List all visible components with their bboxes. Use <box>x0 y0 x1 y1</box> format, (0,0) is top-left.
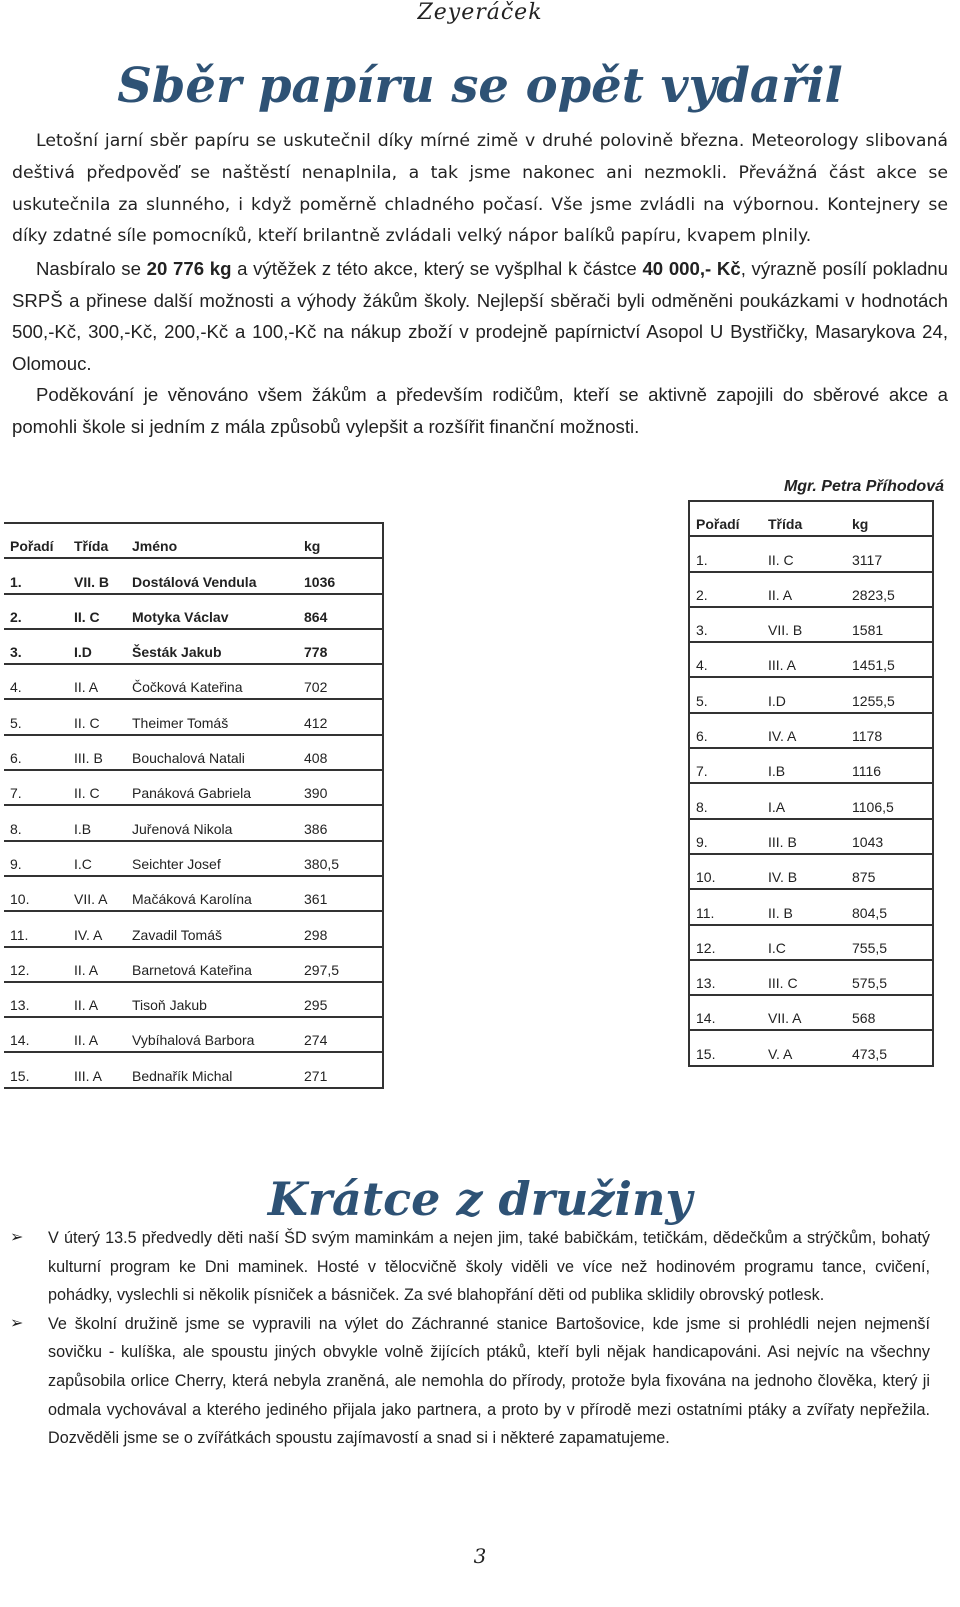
table-cell: IV. B <box>762 854 846 889</box>
table-row <box>4 629 383 664</box>
table-cell: 298 <box>298 911 383 946</box>
table-cell: 412 <box>298 699 383 734</box>
table-cell: 4. <box>4 664 68 699</box>
table-header-cell: Třída <box>68 523 126 558</box>
table-cell: V. A <box>762 1030 846 1065</box>
table-row <box>4 558 383 593</box>
table-cell: I.A <box>762 783 846 818</box>
table-row <box>689 642 933 677</box>
table-cell: 297,5 <box>298 947 383 982</box>
table-cell: I.D <box>68 629 126 664</box>
table-cell: 702 <box>298 664 383 699</box>
table-cell: 5. <box>4 699 68 734</box>
table-row <box>689 677 933 712</box>
table-row <box>689 1030 933 1065</box>
table-cell: 274 <box>298 1017 383 1052</box>
table-cell: Mačáková Karolína <box>126 876 298 911</box>
table-cell: VII. B <box>762 607 846 642</box>
page-number: 3 <box>473 1544 487 1568</box>
table-cell: III. A <box>762 642 846 677</box>
table-header-cell: kg <box>846 501 933 536</box>
table-cell: Bednařík Michal <box>126 1052 298 1087</box>
druzina-title: Krátce z družiny <box>267 1172 693 1226</box>
table-row <box>689 925 933 960</box>
table-cell: 7. <box>689 748 762 783</box>
table-cell: 778 <box>298 629 383 664</box>
table-row <box>689 960 933 995</box>
table-cell: I.D <box>762 677 846 712</box>
table-cell: Čočková Kateřina <box>126 664 298 699</box>
table-cell: I.C <box>68 841 126 876</box>
table-cell: I.B <box>762 748 846 783</box>
table-cell: 295 <box>298 982 383 1017</box>
table-cell: II. A <box>68 982 126 1017</box>
table-cell: 11. <box>4 911 68 946</box>
table-cell: 1106,5 <box>846 783 933 818</box>
table-cell: 12. <box>689 925 762 960</box>
table-cell: II. A <box>68 1017 126 1052</box>
table-row <box>689 819 933 854</box>
table-cell: III. C <box>762 960 846 995</box>
table-cell: 3. <box>4 629 68 664</box>
table-header-row <box>689 501 933 536</box>
table-row <box>689 713 933 748</box>
table-cell: III. B <box>68 735 126 770</box>
table-cell: I.B <box>68 805 126 840</box>
table-cell: 2. <box>689 572 762 607</box>
table-row <box>689 572 933 607</box>
table-row <box>4 805 383 840</box>
list-item <box>10 1224 930 1310</box>
table-cell: 11. <box>689 889 762 924</box>
table-header-cell: kg <box>298 523 383 558</box>
table-row <box>689 995 933 1030</box>
table-cell: II. C <box>68 699 126 734</box>
table-cell: II. C <box>68 594 126 629</box>
table-cell: 2823,5 <box>846 572 933 607</box>
table-row <box>4 947 383 982</box>
table-cell: 10. <box>689 854 762 889</box>
table-cell: VII. A <box>68 876 126 911</box>
table-cell: 1043 <box>846 819 933 854</box>
total-weight: 20 776 kg <box>146 258 232 280</box>
arrow-bullet-icon: ➢ <box>10 1229 24 1246</box>
text-span: , výrazně posílí pokladnu SRPŠ a přinese další možnosti a výhody žákům školy. Nejlepší sběrači byli odměněni poukázkami v hodnotách 500,-Kč, 300,-Kč, 200,-Kč a 100,-Kč na nákup zboží v prodejně papírnictví Asopol U Bystřičky, Masarykova 24, Olomouc. <box>12 258 948 374</box>
table-cell: 3117 <box>846 536 933 571</box>
table-cell: 10. <box>4 876 68 911</box>
table-row <box>689 748 933 783</box>
table-row <box>689 854 933 889</box>
table-cell: Bouchalová Natali <box>126 735 298 770</box>
table-header-cell: Jméno <box>126 523 298 558</box>
table-cell: 1. <box>689 536 762 571</box>
table-row <box>4 664 383 699</box>
table-row <box>689 889 933 924</box>
table-cell: Zavadil Tomáš <box>126 911 298 946</box>
table-cell: 13. <box>4 982 68 1017</box>
table-cell: Barnetová Kateřina <box>126 947 298 982</box>
table-cell: 575,5 <box>846 960 933 995</box>
table-cell: 875 <box>846 854 933 889</box>
table-cell: 1. <box>4 558 68 593</box>
table-row <box>4 876 383 911</box>
table-cell: Motyka Václav <box>126 594 298 629</box>
table-cell: 15. <box>689 1030 762 1065</box>
list-item-text: V úterý 13.5 předvedly děti naší ŠD svým maminkám a nejen jim, také babičkám, tetičkám, dědečkům a strýčkům, bohatý kulturní program ke Dni maminek. Hosté v tělocvičně školy viděli ve více než hodinovém programu tance, cvičení, pohádky, vyslechli si několik písniček a básniček. Za své blahopřání děti od publika sklidily obrovský potlesk. <box>48 1229 930 1305</box>
table-cell: 755,5 <box>846 925 933 960</box>
table-cell: 473,5 <box>846 1030 933 1065</box>
table-cell: 15. <box>4 1052 68 1087</box>
table-cell: 386 <box>298 805 383 840</box>
table-row <box>4 1052 383 1087</box>
table-cell: Panáková Gabriela <box>126 770 298 805</box>
table-cell: II. A <box>68 664 126 699</box>
total-amount: 40 000,- Kč <box>642 258 741 280</box>
table-cell: 568 <box>846 995 933 1030</box>
article-author: Mgr. Petra Příhodová <box>783 478 944 495</box>
table-cell: Tisoň Jakub <box>126 982 298 1017</box>
table-cell: 6. <box>4 735 68 770</box>
list-item <box>10 1310 930 1453</box>
table-cell: 361 <box>298 876 383 911</box>
table-cell: 271 <box>298 1052 383 1087</box>
text-span: Nasbíralo se <box>36 258 147 280</box>
table-cell: III. B <box>762 819 846 854</box>
table-cell: Dostálová Vendula <box>126 558 298 593</box>
table-row <box>4 770 383 805</box>
list-item-text: Ve školní družině jsme se vypravili na výlet do Záchranné stanice Bartošovice, kde jsme si prohlédli nejen nejmenší sovičku - kulíška, ale spoustu jiných obvykle volně žijících ptáků, kteří byli nějak handicapováni. Asi nejvíc na všechny zapůsobila orlice Cherry, která nebyla zraněná, ale nemohla do přírody, protože byla fixována na jednoho člověka, který ji odmala vychovával a kterého jediného přijala jako partnera, a proto by v přírodě mezi ostatními ptáky a zvířaty nepřežila. Dozvěděli jsme se o zvířátkách spoustu zajímavostí a snad si i některé zapamatujeme. <box>48 1314 930 1448</box>
article-title: Sběr papíru se opět vydařil <box>117 58 843 114</box>
table-cell: 13. <box>689 960 762 995</box>
table-cell: Vybíhalová Barbora <box>126 1017 298 1052</box>
table-cell: 8. <box>689 783 762 818</box>
table-cell: 12. <box>4 947 68 982</box>
table-row <box>4 982 383 1017</box>
table-cell: 1255,5 <box>846 677 933 712</box>
druzina-list <box>10 1224 930 1453</box>
table-header-cell: Pořadí <box>4 523 68 558</box>
table-cell: 1451,5 <box>846 642 933 677</box>
table-cell: 5. <box>689 677 762 712</box>
table-cell: 9. <box>4 841 68 876</box>
table-cell: VII. B <box>68 558 126 593</box>
table-cell: 1116 <box>846 748 933 783</box>
individuals-ranking-table <box>4 522 384 1089</box>
table-cell: Juřenová Nikola <box>126 805 298 840</box>
table-cell: II. A <box>762 572 846 607</box>
table-cell: 7. <box>4 770 68 805</box>
article-paragraph-1: Letošní jarní sběr papíru se uskutečnil díky mírné zimě v druhé polovině března. Meteorology slibovaná deštivá předpověď se naštěstí nenaplnila, a tak jsme nakonec ani nezmokli. Převážná část akce se uskutečnila za slunného, i když poměrně chladného počasí. Vše jsme zvládli na výbornou. Kontejnery se díky zdatné síle pomocníků, kteří brilantně zvládali velký nápor balíků papíru, kvapem plnily. <box>12 131 948 247</box>
table-cell: 1036 <box>298 558 383 593</box>
table-cell: IV. A <box>762 713 846 748</box>
table-cell: II. C <box>762 536 846 571</box>
table-cell: Theimer Tomáš <box>126 699 298 734</box>
classes-ranking-table <box>688 500 934 1067</box>
table-cell: 1581 <box>846 607 933 642</box>
table-cell: III. A <box>68 1052 126 1087</box>
table-cell: 14. <box>689 995 762 1030</box>
table-row <box>4 735 383 770</box>
table-cell: IV. A <box>68 911 126 946</box>
table-cell: II. C <box>68 770 126 805</box>
table-row <box>4 911 383 946</box>
table-cell: 6. <box>689 713 762 748</box>
table-cell: 408 <box>298 735 383 770</box>
text-span: a výtěžek z této akce, který se vyšplhal k částce <box>231 258 643 280</box>
table-header-cell: Pořadí <box>689 501 762 536</box>
table-cell: 14. <box>4 1017 68 1052</box>
table-cell: 9. <box>689 819 762 854</box>
article-body <box>12 126 948 442</box>
table-cell: I.C <box>762 925 846 960</box>
table-cell: 3. <box>689 607 762 642</box>
table-row <box>4 594 383 629</box>
table-row <box>689 536 933 571</box>
table-cell: 380,5 <box>298 841 383 876</box>
table-cell: 864 <box>298 594 383 629</box>
table-cell: 2. <box>4 594 68 629</box>
table-row <box>4 699 383 734</box>
table-cell: 390 <box>298 770 383 805</box>
table-cell: Seichter Josef <box>126 841 298 876</box>
table-cell: II. B <box>762 889 846 924</box>
table-cell: 8. <box>4 805 68 840</box>
newsletter-header: Zeyeráček <box>417 0 543 25</box>
table-row <box>4 841 383 876</box>
table-header-row <box>4 523 383 558</box>
article-paragraph-3: Poděkování je věnováno všem žákům a především rodičům, kteří se aktivně zapojili do sběrové akce a pomohli škole si jedním z mála způsobů vylepšit a rozšířit finanční možnosti. <box>12 384 948 437</box>
table-row <box>689 607 933 642</box>
table-header-cell: Třída <box>762 501 846 536</box>
table-cell: 1178 <box>846 713 933 748</box>
table-cell: Šesták Jakub <box>126 629 298 664</box>
table-cell: 804,5 <box>846 889 933 924</box>
table-cell: VII. A <box>762 995 846 1030</box>
table-row <box>4 1017 383 1052</box>
article-paragraph-2 <box>12 253 948 379</box>
table-cell: II. A <box>68 947 126 982</box>
arrow-bullet-icon: ➢ <box>10 1314 24 1332</box>
table-row <box>689 783 933 818</box>
table-cell: 4. <box>689 642 762 677</box>
